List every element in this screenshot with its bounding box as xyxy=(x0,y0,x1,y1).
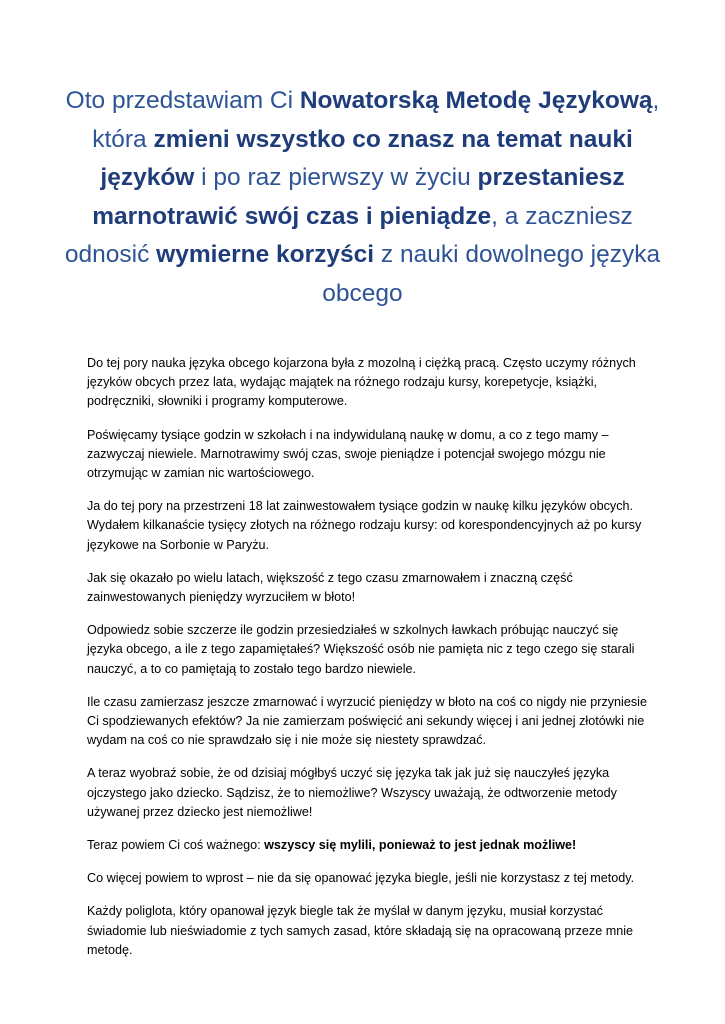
headline-bold-2: zmieni wszystko co znasz na temat nauki języków xyxy=(100,125,633,191)
important-lead: Teraz powiem Ci coś ważnego: xyxy=(87,838,265,853)
paragraph: A teraz wyobraź sobie, że od dzisiaj mógłbyś uczyć się języka tak jak już się nauczyłeś języka ojczystego jako dziecko. Sądzisz, że to niemożliwe? Wszyscy uważają, że odtworzenie metody używanej przez dziecko jest niemożliwe! xyxy=(87,766,617,819)
paragraph: Odpowiedz sobie szczerze ile godzin przesiedziałeś w szkolnych ławkach próbując nauczyć się języka obcego, a ile z tego zapamiętałeś? Większość osób nie pamięta nic z tego czego się starali nauczyć, a to co pamiętają to zostało tego bardzo niewiele. xyxy=(87,623,635,676)
headline-text-1: Oto przedstawiam Ci xyxy=(65,87,300,114)
body-text xyxy=(87,354,652,974)
headline-text-2: , która xyxy=(92,87,660,153)
headline-text-5: z nauki dowolnego języka obcego xyxy=(322,241,661,307)
important-paragraph xyxy=(87,836,652,855)
headline-bold-3: przestaniesz marnotrawić swój czas i pieniądze xyxy=(92,164,625,230)
paragraph: Do tej pory nauka języka obcego kojarzona była z mozolną i ciężką pracą. Często uczymy różnych języków obcych przez lata, wydając majątek na różnego rodzaju kursy, korepetycje, książki, podręczniki, słowniki i programy komputerowe. xyxy=(87,356,636,409)
paragraph: Jak się okazało po wielu latach, większość z tego czasu zmarnowałem i znaczną część zainwestowanych pieniędzy wyrzuciłem w błoto! xyxy=(87,570,573,605)
headline-bold-4: wymierne korzyści xyxy=(156,241,375,268)
paragraph: Ile czasu zamierzasz jeszcze zmarnować i wyrzucić pieniędzy w błoto na coś co nigdy nie przyniesie Ci spodziewanych efektów? Ja nie zamierzam poświęcić ani sekundy więcej i ani jednej złotówki nie wydam na coś co nie sprawdzało się i nie może się niestety sprawdzać. xyxy=(87,694,647,748)
paragraph: Poświęcamy tysiące godzin w szkołach i na indywidulaną naukę w domu, a co z tego mamy – zazwyczaj niewiele. Marnotrawimy swój czas, swoje pieniądze i potencjał swojego mózgu nie otrzymując w zamian nic wartościowego. xyxy=(87,427,609,481)
paragraph: Każdy poliglota, który opanował język biegle tak że myślał w danym języku, musiał korzystać świadomie lub nieświadomie z tych samych zasad, które składają się na opracowaną przeze mnie metodę. xyxy=(87,904,633,957)
headline-bold-1: Nowatorską Metodę Językową xyxy=(299,87,653,114)
important-bold: wszyscy się mylili, ponieważ to jest jednak możliwe! xyxy=(264,838,577,853)
headline-text-3: i po raz pierwszy w życiu xyxy=(194,164,478,191)
paragraph: Co więcej powiem to wprost – nie da się opanować języka biegle, jeśli nie korzystasz z tej metody. xyxy=(87,871,635,886)
paragraph: Ja do tej pory na przestrzeni 18 lat zainwestowałem tysiące godzin w naukę kilku języków obcych. Wydałem kilkanaście tysięcy złotych na różnego rodzaju kursy: od korespondencyjnych aż po kursy językowe na Sorbonie w Paryżu. xyxy=(87,499,642,552)
headline xyxy=(60,82,665,313)
headline-text-4: , a zaczniesz odnosić xyxy=(64,202,633,268)
